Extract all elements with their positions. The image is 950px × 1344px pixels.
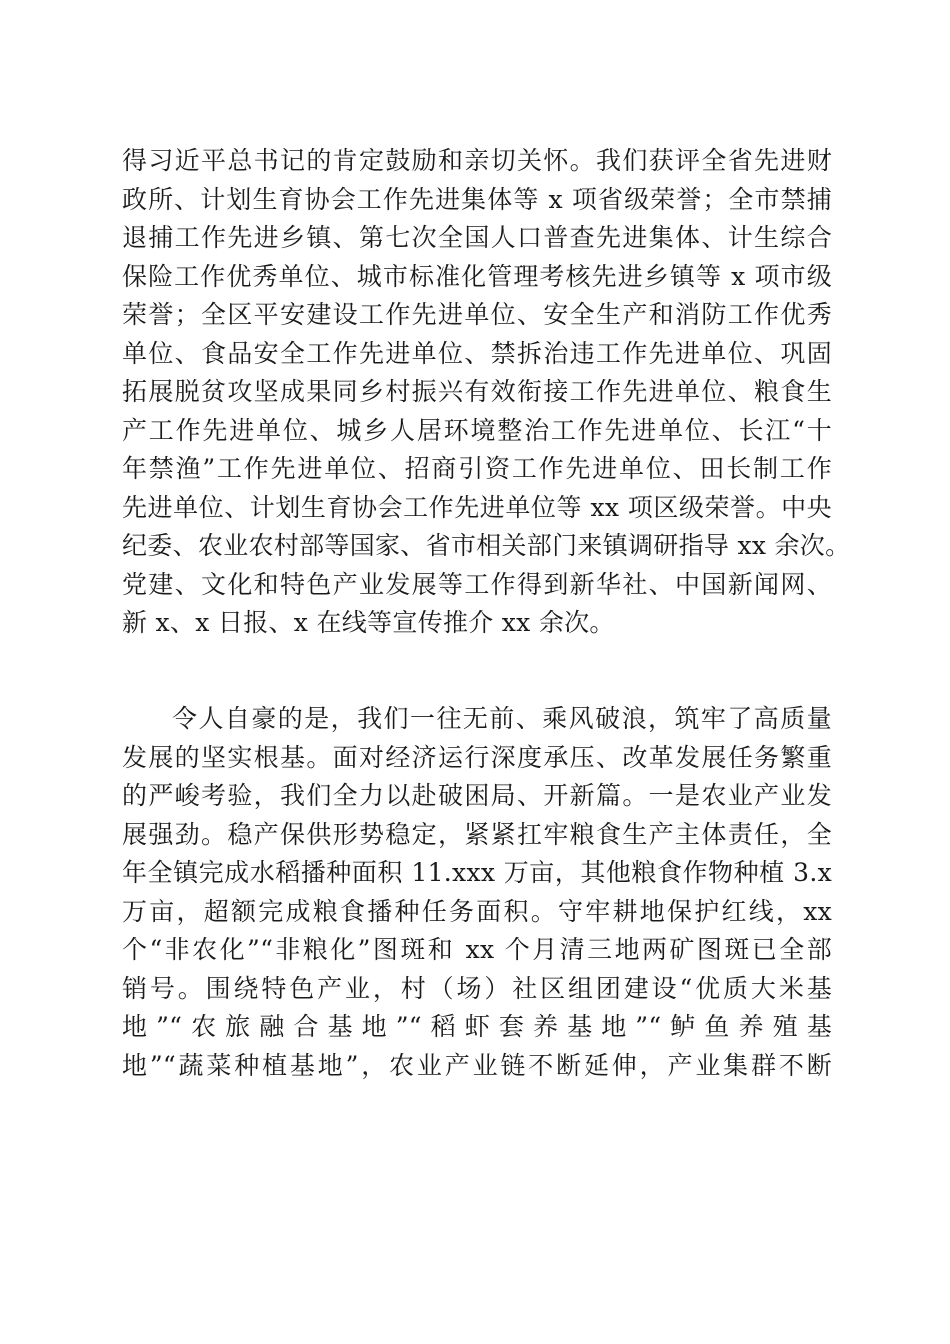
text-line: 荣誉；全区平安建设工作先进单位、安全生产和消防工作优秀 [122,300,832,329]
text-line: 万亩，超额完成粮食播种任务面积。守牢耕地保护红线，xx [122,896,832,926]
text-line: 先进单位、计划生育协会工作先进单位等 xx 项区级荣誉。中央 [122,492,832,522]
text-line: 党建、文化和特色产业发展等工作得到新华社、中国新闻网、 [122,569,832,599]
text-line: 政所、计划生育协会工作先进集体等 x 项省级荣誉；全市禁捕 [122,184,832,214]
text-line: 地”“农旅融合基地”“稻虾套养基地”“鲈鱼养殖基 [122,1012,832,1041]
paragraph-development [122,700,832,1085]
text-line: 令人自豪的是，我们一往无前、乘风破浪，筑牢了高质量 [172,704,832,733]
text-line: 年禁渔”工作先进单位、招商引资工作先进单位、田长制工作 [122,454,832,483]
text-line: 销号。围绕特色产业，村（场）社区组团建设“优质大米基 [122,973,832,1003]
paragraph-honors [122,142,851,643]
text-line: 展强劲。稳产保供形势稳定，紧紧扛牢粮食生产主体责任，全 [122,819,832,849]
text-line: 年全镇完成水稻播种面积 11.xxx 万亩，其他粮食作物种植 3.x [122,858,832,887]
text-line: 退捕工作先进乡镇、第七次全国人口普查先进集体、计生综合 [122,223,832,252]
text-line: 拓展脱贫攻坚成果同乡村振兴有效衔接工作先进单位、粮食生 [122,377,832,406]
text-line: 保险工作优秀单位、城市标准化管理考核先进乡镇等 x 项市级 [122,261,832,291]
text-line: 个“非农化”“非粮化”图斑和 xx 个月清三地两矿图斑已全部 [122,935,832,964]
text-line: 新 x、x 日报、x 在线等宣传推介 xx 余次。 [122,608,615,637]
text-line: 地”“蔬菜种植基地”，农业产业链不断延伸，产业集群不断 [122,1050,832,1080]
text-line: 得习近平总书记的肯定鼓励和亲切关怀。我们获评全省先进财 [122,146,832,175]
text-line: 发展的坚实根基。面对经济运行深度承压、改革发展任务繁重 [122,742,832,772]
text-line: 产工作先进单位、城乡人居环境整治工作先进单位、长江“十 [122,415,832,445]
text-line: 的严峻考验，我们全力以赴破困局、开新篇。一是农业产业发 [122,781,832,810]
text-line: 纪委、农业农村部等国家、省市相关部门来镇调研指导 xx 余次。 [122,531,851,560]
text-line: 单位、食品安全工作先进单位、禁拆治违工作先进单位、巩固 [122,338,832,368]
